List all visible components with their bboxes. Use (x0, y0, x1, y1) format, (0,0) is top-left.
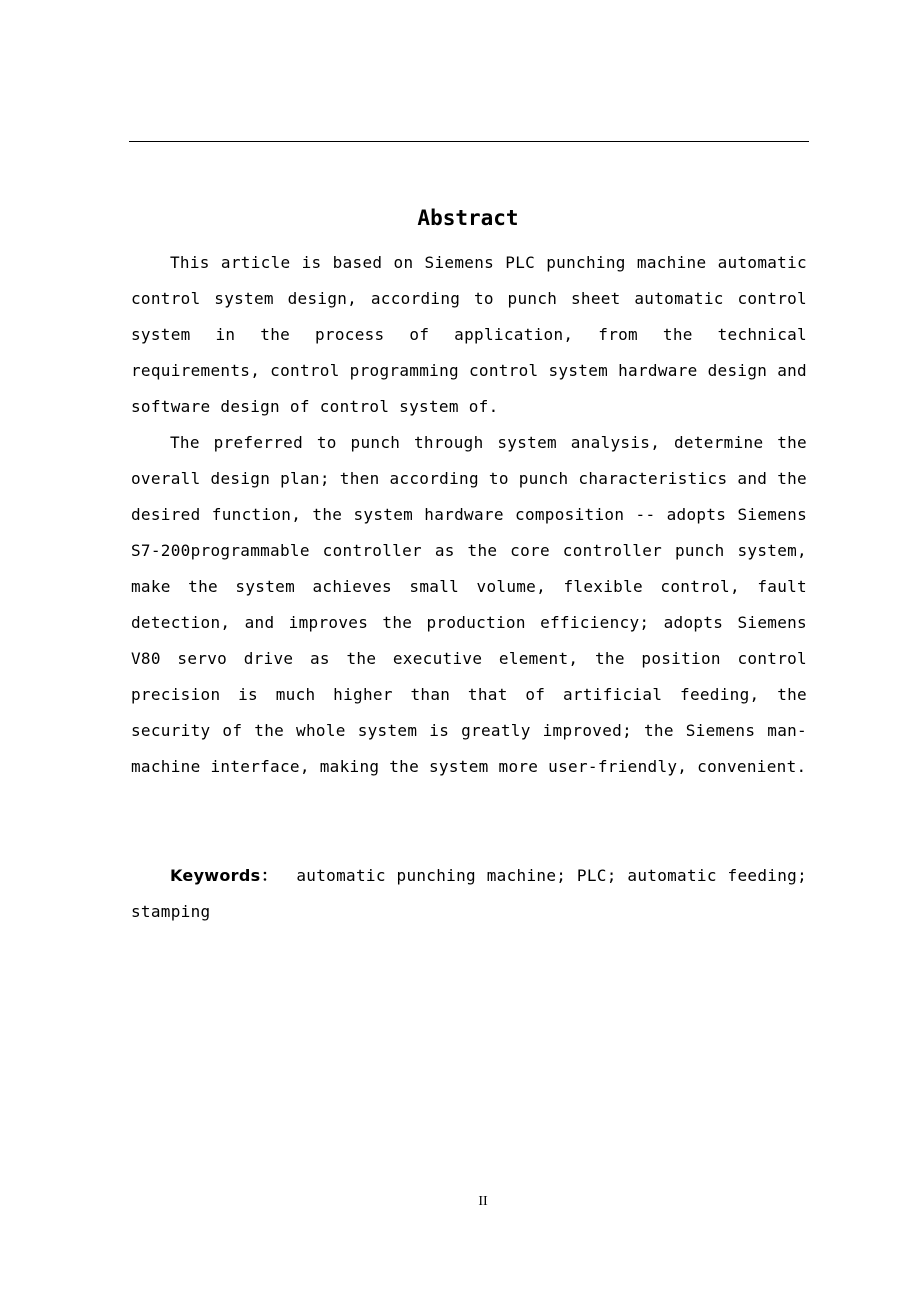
keywords-line (131, 858, 807, 930)
abstract-paragraph-1: This article is based on Siemens PLC punching machine automatic control system design, according to punch sheet automatic control system in the process of application, from the technical requirements, control programming control system hardware design and software design of control system of. (131, 253, 807, 416)
abstract-paragraph-2: The preferred to punch through system analysis, determine the overall design plan; then according to punch characteristics and the desired function, the system hardware composition -- adopts Siemens S7-200programmable controller as the core controller punch system, make the system achieves small volume, flexible control, fault detection, and improves the production efficiency; adopts Siemens V80 servo drive as the executive element, the position control precision is much higher than that of artificial feeding, the security of the whole system is greatly improved; the Siemens man-machine interface, making the system more user-friendly, convenient. (131, 433, 807, 776)
page-number: II (478, 1194, 488, 1209)
header-rule (129, 141, 809, 142)
abstract-title: Abstract (417, 206, 519, 230)
keywords-label: Keywords： (170, 866, 279, 885)
keywords-text: automatic punching machine; PLC; automatic feeding; stamping (131, 866, 807, 921)
